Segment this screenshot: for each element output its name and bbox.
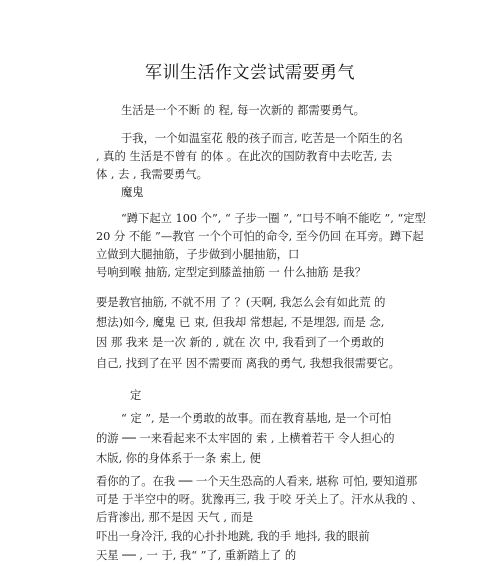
paragraph-line: 吓出一身冷汗, 我的心扑扑地跳, 我的手 地抖, 我的眼前 (96, 530, 370, 543)
paragraph-line: 的游 ── 一来看起来不太牢固的 索 , 上横着若干 令人担心的 (96, 432, 395, 445)
paragraph-line: 于我，一个如温室花 般的孩子而言, 吃苦是一个陌生的名 (121, 132, 403, 145)
paragraph-line: 要是教官抽筋, 不就不用 了 ？(天啊, 我怎么会有如此荒 的 (96, 296, 386, 309)
section-heading: 定 (130, 389, 142, 402)
paragraph-line: 因 那 我来 是一次 新的 , 就在 次 中, 我看到了一个勇敢的 (96, 336, 385, 349)
paragraph-line: 后背渗出, 那不是因 天气 , 而是 (96, 511, 254, 524)
paragraph-line: 自己, 找到了在平 因不需要而 离我的勇气, 我想我很需要它。 (96, 357, 400, 370)
paragraph-line: 可是 于半空中的呀。犹豫再三, 我 于咬 牙关上了。汗水从我的 、 (96, 493, 423, 506)
paragraph-line: 20 分 不能 ”—教官 一个个可怕的命令, 至今仍回 在耳旁。蹲下起 (96, 230, 424, 243)
document-title: 军训生活作文尝试需要勇气 (145, 63, 355, 83)
paragraph-line: 生活是一个不断 的 程, 每一次新的 都需要勇气。 (121, 104, 365, 117)
paragraph-line: 立做到大腿抽筋，子步做到小腿抽筋，口 (96, 248, 300, 261)
paragraph-line: 看你的了。在我 ── 一个天生恐高的人看来, 堪称 可怕, 要知道那 (96, 475, 418, 488)
paragraph-line: 木版, 你的身体系于一条 索上, 便 (96, 452, 261, 465)
section-heading: 魔鬼 (121, 186, 144, 199)
paragraph-line: 体 , 去 , 我需要勇气。 (96, 168, 208, 181)
paragraph-line: 号响到喉 抽筋, 定型定到膝盖抽筋 一 什么抽筋 是我？ (96, 266, 367, 279)
paragraph-line: 天星 ── , 一 于, 我“ ”了, 重新踏上了 的 (96, 549, 297, 562)
paragraph-line: “蹲下起立 100 个”, “ 子步一圈 ”, “口号不响不能吃 ”, “定型 (121, 212, 426, 225)
paragraph-line: 想法)如今, 魔鬼 已 束, 但我却 常想起, 不是埋怨, 而是 念, (96, 316, 385, 329)
paragraph-line: , 真的 生活是不曾有 的体 。在此次的国防教育中去吃苦, 去 (96, 150, 393, 163)
paragraph-line: “ 定 ”, 是一个勇敢的故事。而在教育基地, 是一个可怕 (121, 412, 392, 425)
